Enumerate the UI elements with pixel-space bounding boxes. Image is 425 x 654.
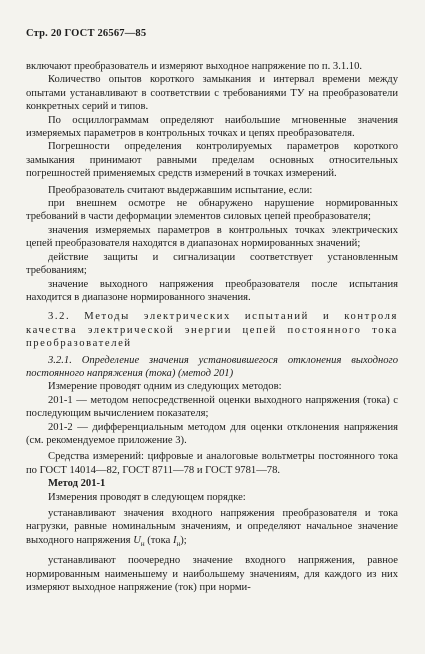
current-symbol: I (172, 534, 177, 546)
body-text (26, 60, 398, 595)
paragraph (26, 507, 398, 551)
paragraph: включают преобразователь и измеряют выходное напряжение по п. 3.1.10. (26, 61, 363, 72)
current-prefix: (тока (144, 534, 173, 546)
current-subscript: н (176, 539, 181, 548)
paragraph: 201-2 — дифференциальным методом для оценки отклонения напряжения (см. рекомендуемое приложение 3). (26, 421, 398, 446)
paragraph: Преобразователь считают выдержавшим испытание, если: (48, 184, 313, 196)
section-heading: 3.2. Методы электрических испытаний и контроля качества электрической энергии цепей постоянного тока преобразователей (26, 311, 398, 350)
paragraph: значения измеряемых параметров в контрольных точках электрических цепей преобразователя находятся в диапазонах нормированных значений; (26, 224, 398, 250)
current-suffix: ); (180, 534, 187, 546)
paragraph: значение выходного напряжения преобразователя после испытания находится в диапазоне нормированного значения. (26, 278, 398, 303)
paragraph: Количество опытов короткого замыкания и интервал времени между опытами устанавливают в соответствии с требованиями ТУ на преобразователи конкретных серий и типов. (26, 74, 398, 113)
voltage-symbol: U (133, 534, 141, 546)
paragraph: действие защиты и сигнализации соответствует установленным требованиям; (26, 251, 398, 277)
paragraph: Измерения проводят в следующем порядке: (48, 491, 246, 503)
paragraph: устанавливают поочередно значение входного напряжения, равное нормированным наименьшему и наибольшему значениям, для каждого из них измеряют выходное напряжение (ток) при норми- (26, 555, 398, 594)
paragraph: 201-1 — методом непосредственной оценки выходного напряжения (тока) с последующим вычислением показателя; (26, 394, 398, 420)
paragraph: Погрешности определения контролируемых параметров короткого замыкания принимают равными пределам основных относительных погрешностей применяемых средств измерений в точках измерений. (26, 141, 398, 180)
page-header: Стр. 20 ГОСТ 26567—85 (26, 28, 147, 39)
paragraph: Измерение проводят одним из следующих методов: (48, 381, 282, 393)
paragraph: при внешнем осмотре не обнаружено нарушение нормированных требований в части деформации элементов силовых цепей преобразователя; (26, 198, 398, 223)
voltage-subscript: н (140, 539, 145, 548)
paragraph-text: устанавливают значения входного напряжения преобразователя и тока нагрузки, равные номинальным значениям, и определяют начальное значение выходного напряжения (26, 508, 398, 546)
subsection-heading: 3.2.1. Определение значения установившегося отклонения выходного постоянного напряжения (тока) (метод 201) (26, 354, 398, 379)
method-heading: Метод 201-1 (48, 478, 106, 490)
paragraph: Средства измерений: цифровые и аналоговые вольтметры постоянного тока по ГОСТ 14014—82, ГОСТ 8711—78 и ГОСТ 9781—78. (26, 451, 398, 476)
paragraph: По осциллограммам определяют наибольшие мгновенные значения измеряемых параметров в контрольных точках и цепях преобразователя. (26, 114, 398, 140)
